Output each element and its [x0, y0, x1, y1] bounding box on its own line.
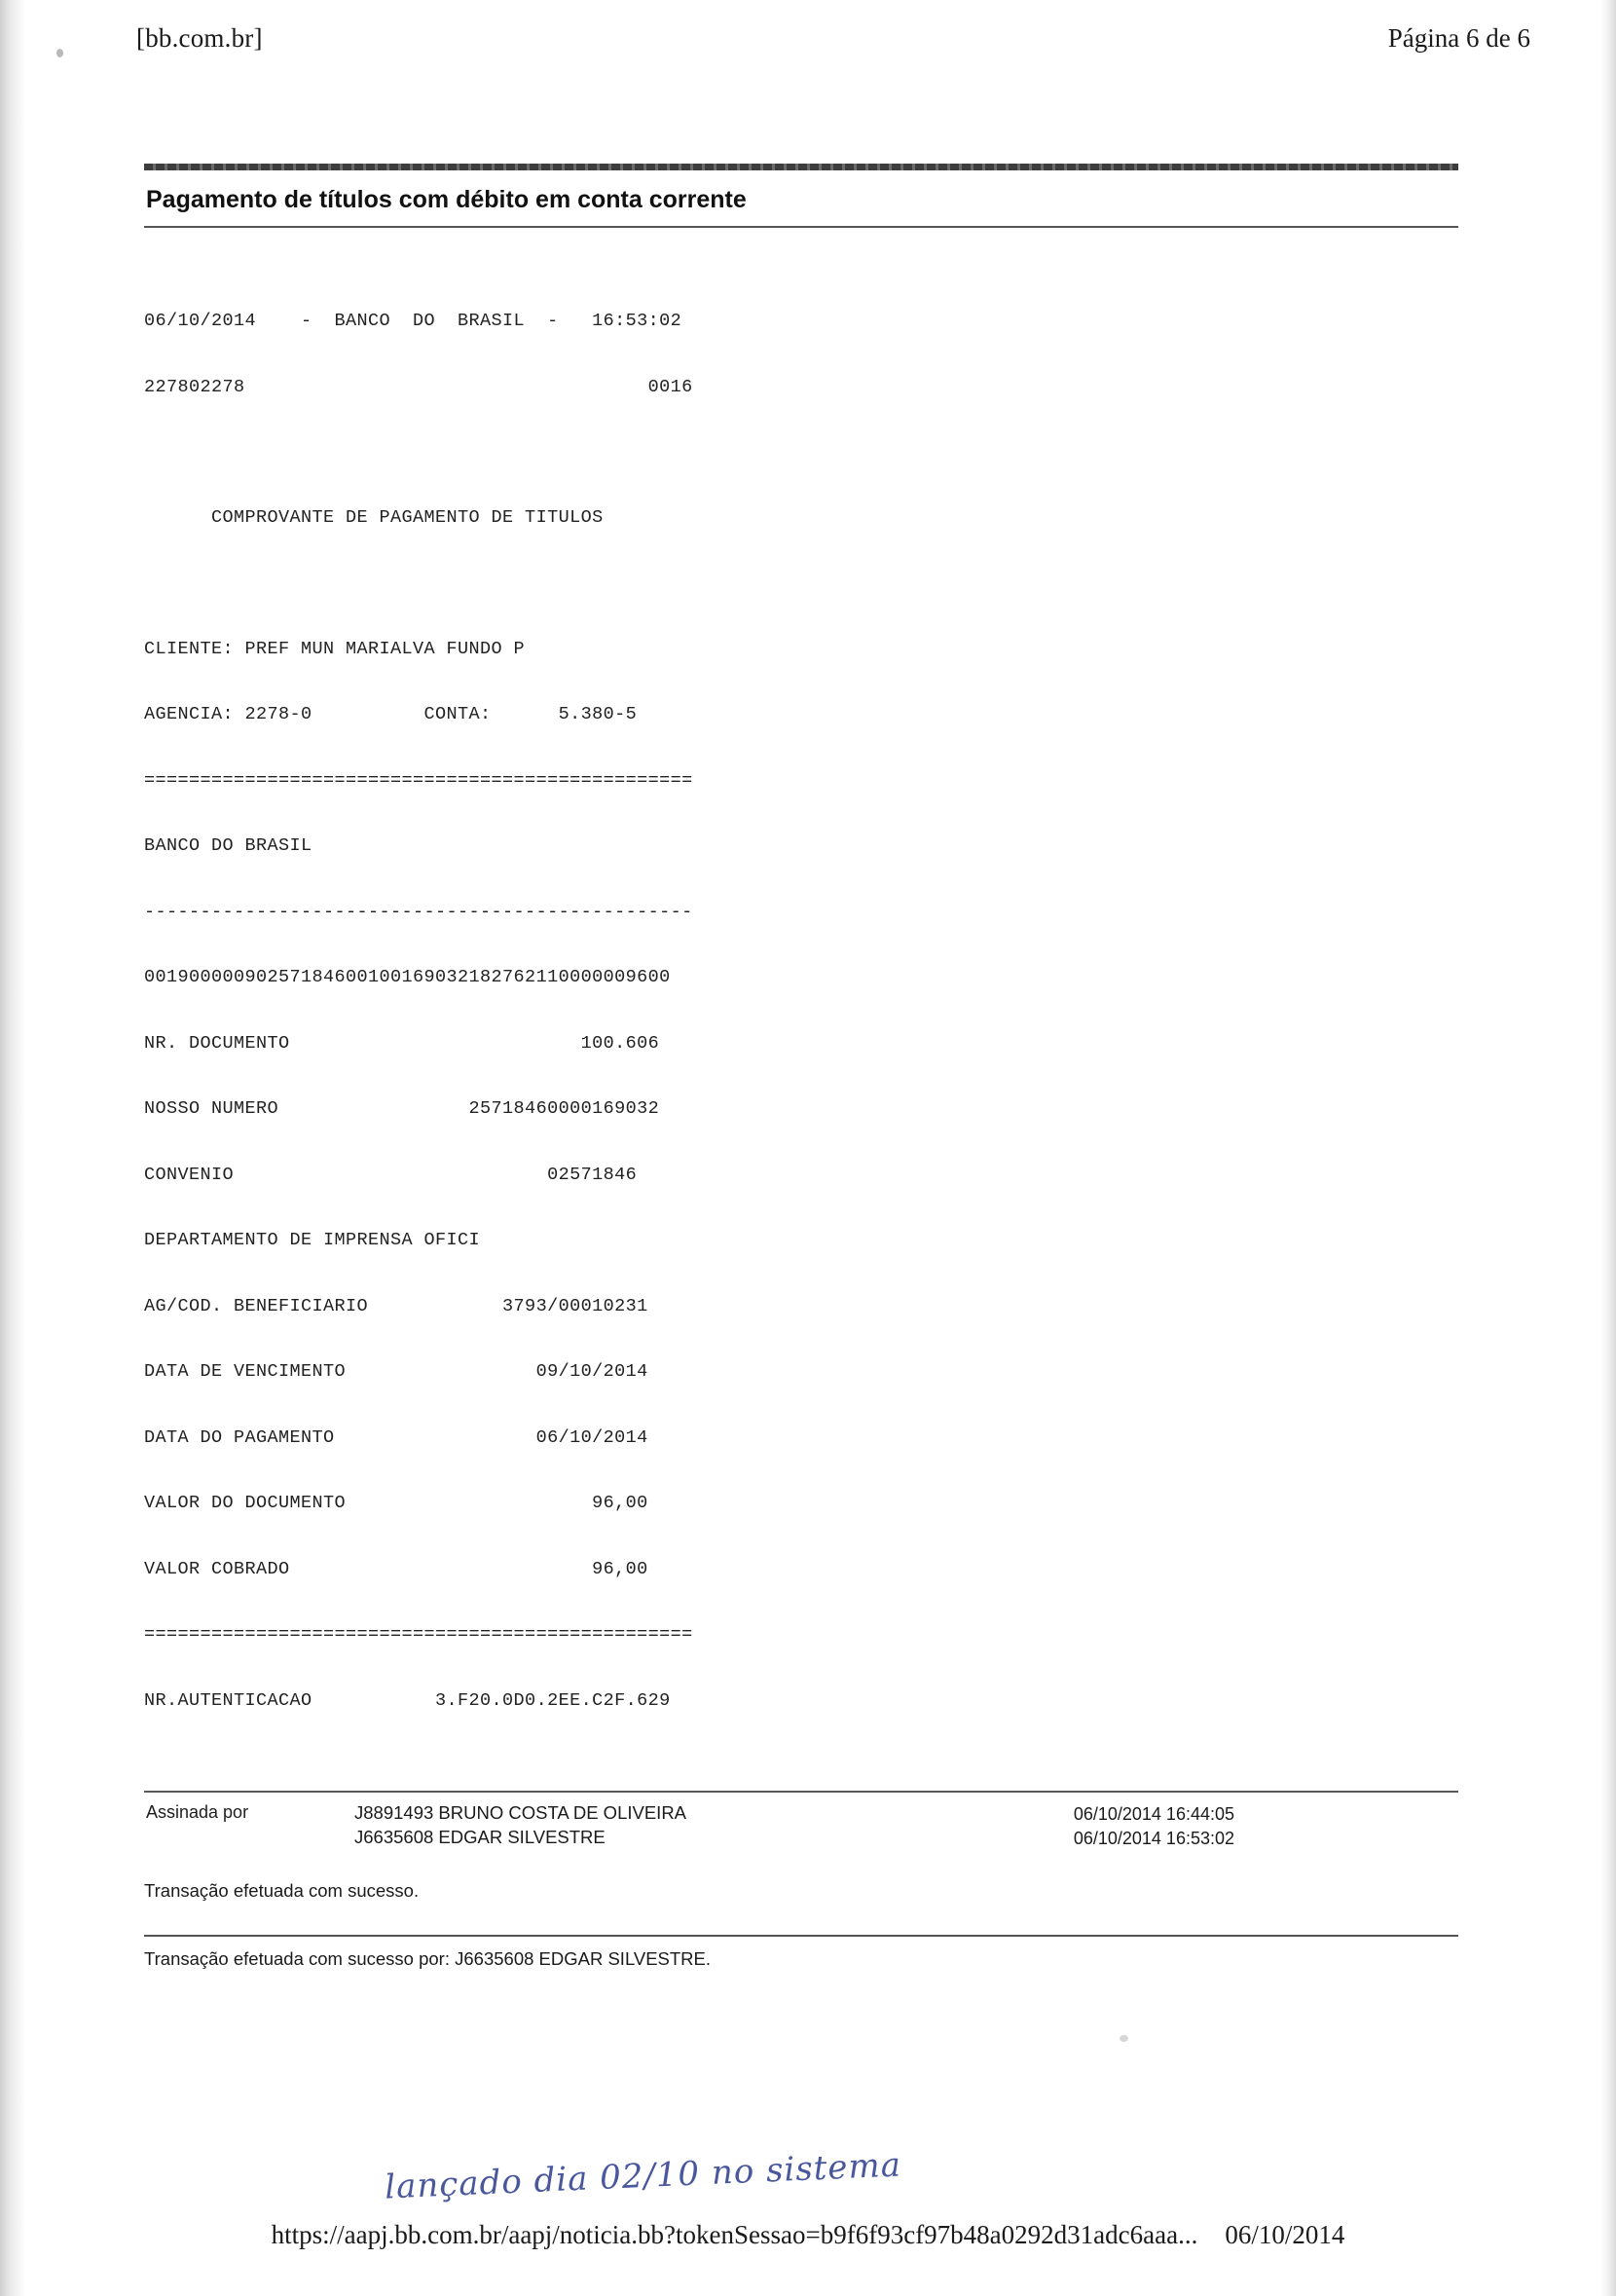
receipt-line: 06/10/2014 - BANCO DO BRASIL - 16:53:02: [144, 311, 682, 331]
receipt-line: DEPARTAMENTO DE IMPRENSA OFICI: [144, 1230, 481, 1250]
signer-name: J8891493 BRUNO COSTA DE OLIVEIRA: [354, 1802, 687, 1823]
footer-date: 06/10/2014: [1225, 2220, 1345, 2249]
receipt-line: =================================================: [144, 769, 693, 791]
receipt-line: CLIENTE: PREF MUN MARIALVA FUNDO P: [144, 638, 526, 659]
receipt-line: COMPROVANTE DE PAGAMENTO DE TITULOS: [144, 507, 604, 528]
receipt-line: =================================================: [144, 1624, 693, 1645]
bottom-divider: [144, 1935, 1458, 1937]
title-divider: [144, 226, 1458, 228]
receipt-line: VALOR COBRADO 96,00: [144, 1558, 648, 1579]
handwritten-annotation: lançado dia 02/10 no sistema: [384, 2145, 902, 2207]
document-content: [144, 164, 1458, 1970]
title-top-border: [144, 164, 1458, 170]
print-footer: [0, 2220, 1616, 2250]
receipt-line: NOSSO NUMERO 25718460000169032: [144, 1098, 660, 1119]
scan-speck: [1120, 2035, 1128, 2042]
receipt-spacer: [144, 442, 1458, 463]
signer-name: J6635608 EDGAR SILVESTRE: [354, 1827, 606, 1847]
receipt-line: -------------------------------------------------: [144, 901, 693, 922]
receipt-line: NR.AUTENTICACAO 3.F20.0D0.2EE.C2F.629: [144, 1689, 671, 1711]
receipt-line: CONVENIO 02571846: [144, 1164, 638, 1185]
receipt-line: BANCO DO BRASIL: [144, 835, 312, 856]
receipt-line: 00190000090257184600100169032182762110000009600: [144, 967, 671, 987]
print-header-page: Página 6 de 6: [1387, 23, 1530, 53]
receipt-line: NR. DOCUMENTO 100.606: [144, 1032, 660, 1054]
signature-timestamp: 06/10/2014 16:53:02: [1073, 1829, 1234, 1848]
signature-label: Assinada por: [146, 1802, 249, 1822]
signature-block: [144, 1791, 1458, 1863]
receipt-line: 227802278 0016: [144, 376, 693, 397]
scan-edge-right: [1600, 0, 1616, 2296]
scan-edge-left: [0, 0, 25, 2296]
status-message: Transação efetuada com sucesso.: [144, 1880, 420, 1901]
signature-timestamp: 06/10/2014 16:44:05: [1073, 1804, 1234, 1824]
page-title: Pagamento de títulos com débito em conta corrente: [146, 186, 747, 213]
receipt-spacer: [144, 574, 1458, 595]
receipt-line: DATA DE VENCIMENTO 09/10/2014: [144, 1361, 648, 1382]
signature-timestamps: [1074, 1802, 1234, 1851]
receipt-line: AG/COD. BENEFICIARIO 3793/00010231: [144, 1295, 648, 1316]
print-header-site: [bb.com.br]: [136, 23, 263, 53]
receipt-line: DATA DO PAGAMENTO 06/10/2014: [144, 1426, 648, 1448]
print-header: [0, 18, 1616, 72]
signature-names: [354, 1800, 686, 1849]
receipt-line: AGENCIA: 2278-0 CONTA: 5.380-5: [144, 704, 638, 724]
payment-receipt: [144, 267, 1458, 1756]
footer-url: https://aapj.bb.com.br/aapj/noticia.bb?tokenSessao=b9f6f93cf97b48a0292d31adc6aaa...: [271, 2220, 1198, 2249]
receipt-line: VALOR DO DOCUMENTO 96,00: [144, 1493, 648, 1513]
status-message-by: Transação efetuada com sucesso por: J6635608 EDGAR SILVESTRE.: [144, 1948, 712, 1969]
